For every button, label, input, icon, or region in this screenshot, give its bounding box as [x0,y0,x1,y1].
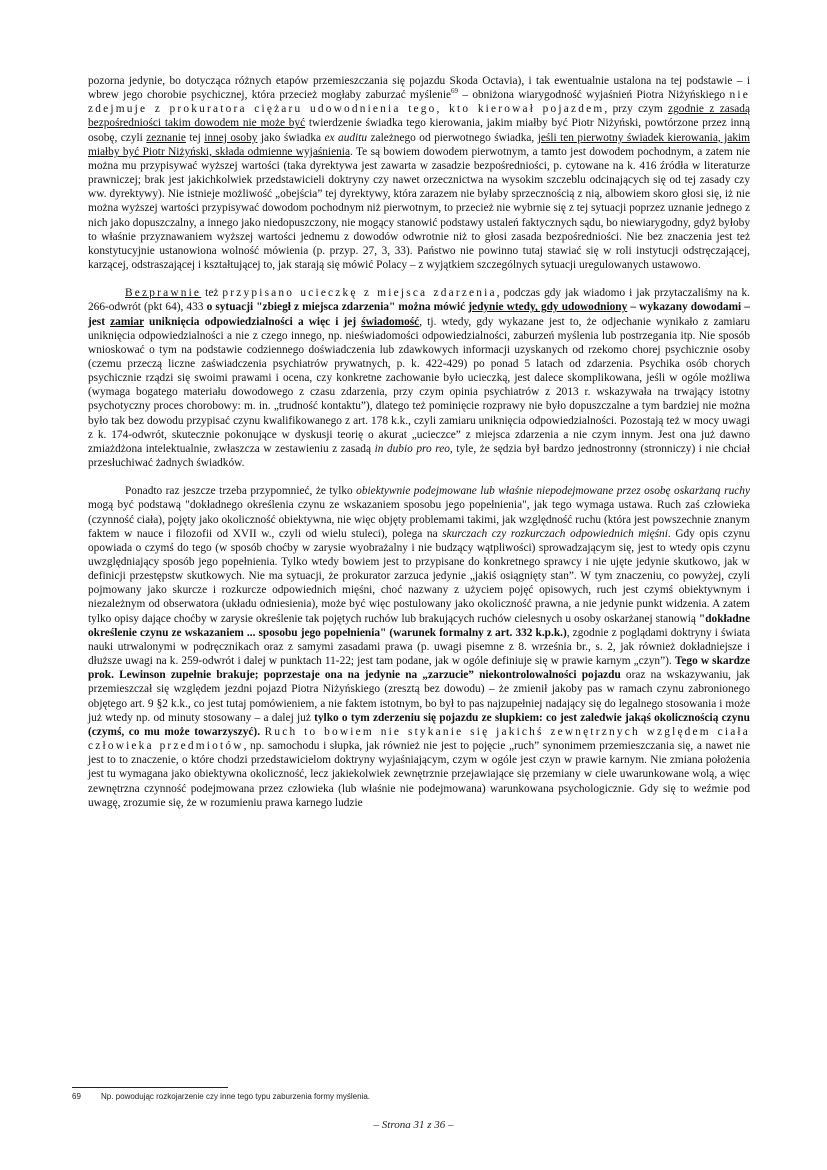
text-run: zamiar [110,315,144,328]
text-run: o sytuacji "zbiegł z miejsca zdarzenia" można mówić [206,301,469,314]
footnote-text: Np. powodując rozkojarzenie czy inne tego typu zaburzenia formy myślenia. [101,1092,371,1101]
page-number: – Strona 31 z 36 – [373,1119,454,1131]
text-run: Ruch to bowiem nie stykanie się jakichś zewnętrznych względem ciała człowieka przedmiotów [88,725,751,753]
text-run: uniknięcia odpowiedzialności a więc i jej [143,315,362,328]
text-run: nie zdejmuje z prokuratora ciężaru udowodnienia tego, kto kierował pojazdem [88,89,750,116]
text-run: – wykazany dowodami – jest [88,301,750,328]
text-run: , tyle, że sędzia był bardzo jednostronny (stronniczy) i nie chciał przesłuchiwać żadnych świadków. [88,442,750,470]
text-run: , przy czym [604,103,669,116]
text-run: przypisano ucieczkę z miejsca zdarzenia [222,287,497,300]
text-run: , podczas gdy jak wiadomo i jak przytaczaliśmy na k. 266-odwrót (pkt 64), 433 [88,287,751,314]
footnote [72,1092,752,1102]
text-run: innej osoby [204,131,258,144]
text-run: , tj. wtedy, gdy wykazane jest to, że odjechanie wynikało z zamiaru uniknięcia odpowiedzialności a nie z czego innego, np. nieświadomości odpowiedzialności, zaburzeń myślenia lub postrzegania itp. Nie sposób wnioskować o tym na podstawie codziennego doświadczenia lub zdawkowych informacji uzyskanych od rzekomo chorej psychicznie osoby (czemu przeczą liczne zaświadczenia psychiatrów prywatnych, p. k. 422-429) po ponad 5 latach od zdarzenia. Psychika osób chorych psychicznie rządzi się swoimi prawami i ocena, czy konkretne zachowanie było ucieczką, jest dalece skomplikowana, jeśli w ogóle możliwa (wymaga bogatego materiału dowodowego z czasu zdarzenia, przy czym opinia psychiatrów z 2013 r. wskazywała na trwający istotny psychotyczny proces chorobowy: m. in. „trudność kontaktu”), dlatego też pominięcie rozprawy nie było dopuszczalne a tym bardziej nie można było tak bez dowodu przypisać czynu kwalifikowanego z art. 178 k.k., czyli zamiaru uniknięcia odpowiedzialności. Pozostają też w mocy uwagi z k. 174-odwrót, skutecznie pokonujące w dyskusji teorię o akurat „ucieczce” z miejsca zdarzenia a nie czym innym. Jest ona już dawno zmiażdżona intelektualnie, zwłaszcza w zestawieniu z zasadą [88,315,751,455]
text-run: jako świadka [257,131,325,144]
text-run: Ponadto raz jeszcze trzeba przypomnieć, że tylko [125,485,357,498]
text-run: zeznanie [146,131,186,144]
paragraph-1 [88,74,750,272]
paragraph-3 [88,484,750,810]
text-run: świadomość [361,315,420,328]
text-run: Tego w skardze prok. Lewinson zupełnie brakuje; poprzestaje ona na jedynie na „zarzucie” niekontrolowalności pojazdu [88,655,750,682]
text-run: – obniżona wiarygodność wyjaśnień Piotra Niżyńskiego [458,89,730,102]
footnote-divider [72,1087,228,1088]
text-run: oraz na wskazywaniu, jak przemieszczał się względem jezdni pojazd Piotra Niżyńskiego (zresztą bez dowodu) – że zmienił jakoby pas w ramach czynu zabronionego objętego art. 9 §2 k.k., co jest tutaj pomówieniem, a nie faktem istotnym, bo był to pas najzupełniej nadający się do legalnego stosowania i może już wtedy np. od minuty stosowany – a dalej już [88,669,750,724]
text-run: też [201,287,223,300]
text-run: ex auditu [324,131,368,144]
text-run: . Te są bowiem dowodem pierwotnym, a tamto jest dowodem pochodnym, a zatem nie można mu przypisywać wyższej wartości (taka dyrektywa jest zawarta w zasadzie bezpośredniości, p. cytowane na k. 416 źródła w literaturze prawniczej; brak jest jakichkolwiek przedstawicieli doktryny czy nawet orzecznictwa na wysokim szczeblu odcinających się od tej zasady czy ww. dyrektywy). Nie istnieje możliwość „obejścia” tej dyrektywy, która zarazem nie byłaby sprzecznością z nią, albowiem skoro głosi się, iż nie można wyższej wartości przypisywać dowodom pochodnym niż pierwotnym, to przecież nie wybrnie się z tej sytuacji poprzez uznanie jednego z nich jako dopuszczalny, a innego jako niedopuszczony, nie mogący stanowić podstawy ustaleń faktycznych sądu, bo niewiarygodny, gdyż byłoby to właśnie przyznawaniem wyższej wartości jednemu z dowodów odwrotnie niż to głosi zasada bezpośredniości. Nie bez znaczenia jest też konstytucyjnie ustanowiona wolność mówienia (p. przyp. 27, 3, 33). Państwo nie powinno tutaj stawiać się w roli instytucji odstręczającej, karzącej, odstraszającej i kształtującej to, jak starają się mówić Polacy – z wyjątkiem szczególnych sytuacji uregulowanych ustawowo. [88,145,750,272]
text-run: "dokładne określenie czynu ze wskazaniem ... sposobu jego popełnienia" (warunek formalny z art. 332 k.p.k.) [88,612,750,639]
text-run: jeśli ten pierwotny świadek kierowania, jakim miałby być Piotr Niżyński, składa odmienne wyjaśnienia [88,131,750,158]
paragraph-2 [88,286,750,470]
text-run: zgodnie z zasadą bezpośredniości takim dowodem nie może być [88,103,750,130]
text-run: obiektywnie podejmowane lub właśnie niepodejmowane przez osobę oskarżaną ruchy [356,485,750,498]
footnote-reference: 69 [451,87,459,96]
document-body [88,74,750,810]
text-run: , np. samochodu i słupka, jak również nie jest to pojęcie „ruch” synonimem przemieszczania się, a nawet nie jest to to znaczenie, o które chodzi przedstawicielom doktryny wyjaśniającym, czym w ogóle jest czyn w prawie karnym. Nie zmiana położenia jest tu wymagana jako obiektywna okoliczność, lecz jakiekolwiek zewnętrznie przejawiające się przemiany w ciele uwarunkowane wolą, a więc zewnętrzna czynność podejmowana przez człowieka (lub właśnie nie podejmowana) warunkowana psychologicznie. Gdy się to weźmie pod uwagę, zrozumie się, że w rozumieniu prawa karnego ludzie [88,740,750,809]
text-run: skurczach czy rozkurczach odpowiednich mięśni [442,527,668,540]
text-run: twierdzenie świadka tego kierowania, jakim miałby być Piotr Niżyński, powtórzone przez inną osobę, czyli [88,117,750,144]
text-run: pozorna jedynie, bo dotycząca różnych etapów przemieszczania się pojazdu Skoda Octavia), i tak ewentualnie ustalona na tej podstawie – i wbrew jego chorobie psychicznej, która przecież mogłaby zaburzać myślenie [88,75,750,102]
text-run: , zgodnie z poglądami doktryny i świata nauki utrwalonymi w podręcznikach oraz z samymi zasadami prawa (p. uwagi pisemne z 8. września br., s. 2, jak również dokładniejsze i dłuższe uwagi na k. 259-odwrót i dalej w punktach 11-22; jest tam podane, jak w ogóle definiuje się w prawie karnym „czyn”). [88,626,750,668]
footnote-number: 69 [72,1092,81,1101]
text-run: . Gdy opis czynu opowiada o czymś do tego (w sposób choćby w zarysie wyobrażalny i nie budzący wątpliwości) sprowadzającym się, jest to wtedy opis czynu uwzględniający sposób jego popełnienia. Tylko wtedy bowiem jest to przypisane do konkretnego sprawcy i nie ujęte jedynie skutkowo, jak w definicji przestępstw skutkowych. Nie ma sytuacji, że prokurator zarzuca jedynie „jakiś osiągnięty stan”. W tym znaczeniu, co powyżej, czyli pojmowany jako skurcze i rozkurcze odpowiednich mięśni, choć nazwany z użyciem pojęć opisowych, ruch jest czymś obiektywnym i niezależnym od obserwatora (układu odniesienia), może być więc postulowany jako okoliczność prawna, a nie jedynie punkt widzenia. A zatem tylko opisy dające choćby w zarysie określenie tak pojętych ruchów lub brakujących ruchów cielesnych u osoby oskarżanej stanowią [88,527,751,625]
text-run: mogą być podstawą "dokładnego określenia czynu ze wskazaniem sposobu jego popełnienia", jak tego wymaga ustawa. Ruch zaś człowieka (czynność ciała), pojęty jako okoliczność obiektywna, nie więc objęty problemami takimi, jak względność ruchu (która jest powszechnie znanym faktem w nauce i filozofii od XVII w., czyli od wielu stuleci), polega na [88,499,750,540]
text-run: jedynie wtedy, gdy udowodniony [468,301,628,314]
text-run: tylko o tym zderzeniu się pojazdu ze słupkiem: co jest zaledwie jakąś okolicznością czynu (czymś, co mu może towarzyszyć). [88,711,750,738]
text-run: Bezprawnie [125,287,202,300]
text-run: tej [185,131,205,144]
text-run: zależnego od pierwotnego świadka, [367,131,538,144]
text-run: in dubio pro reo [374,442,450,455]
